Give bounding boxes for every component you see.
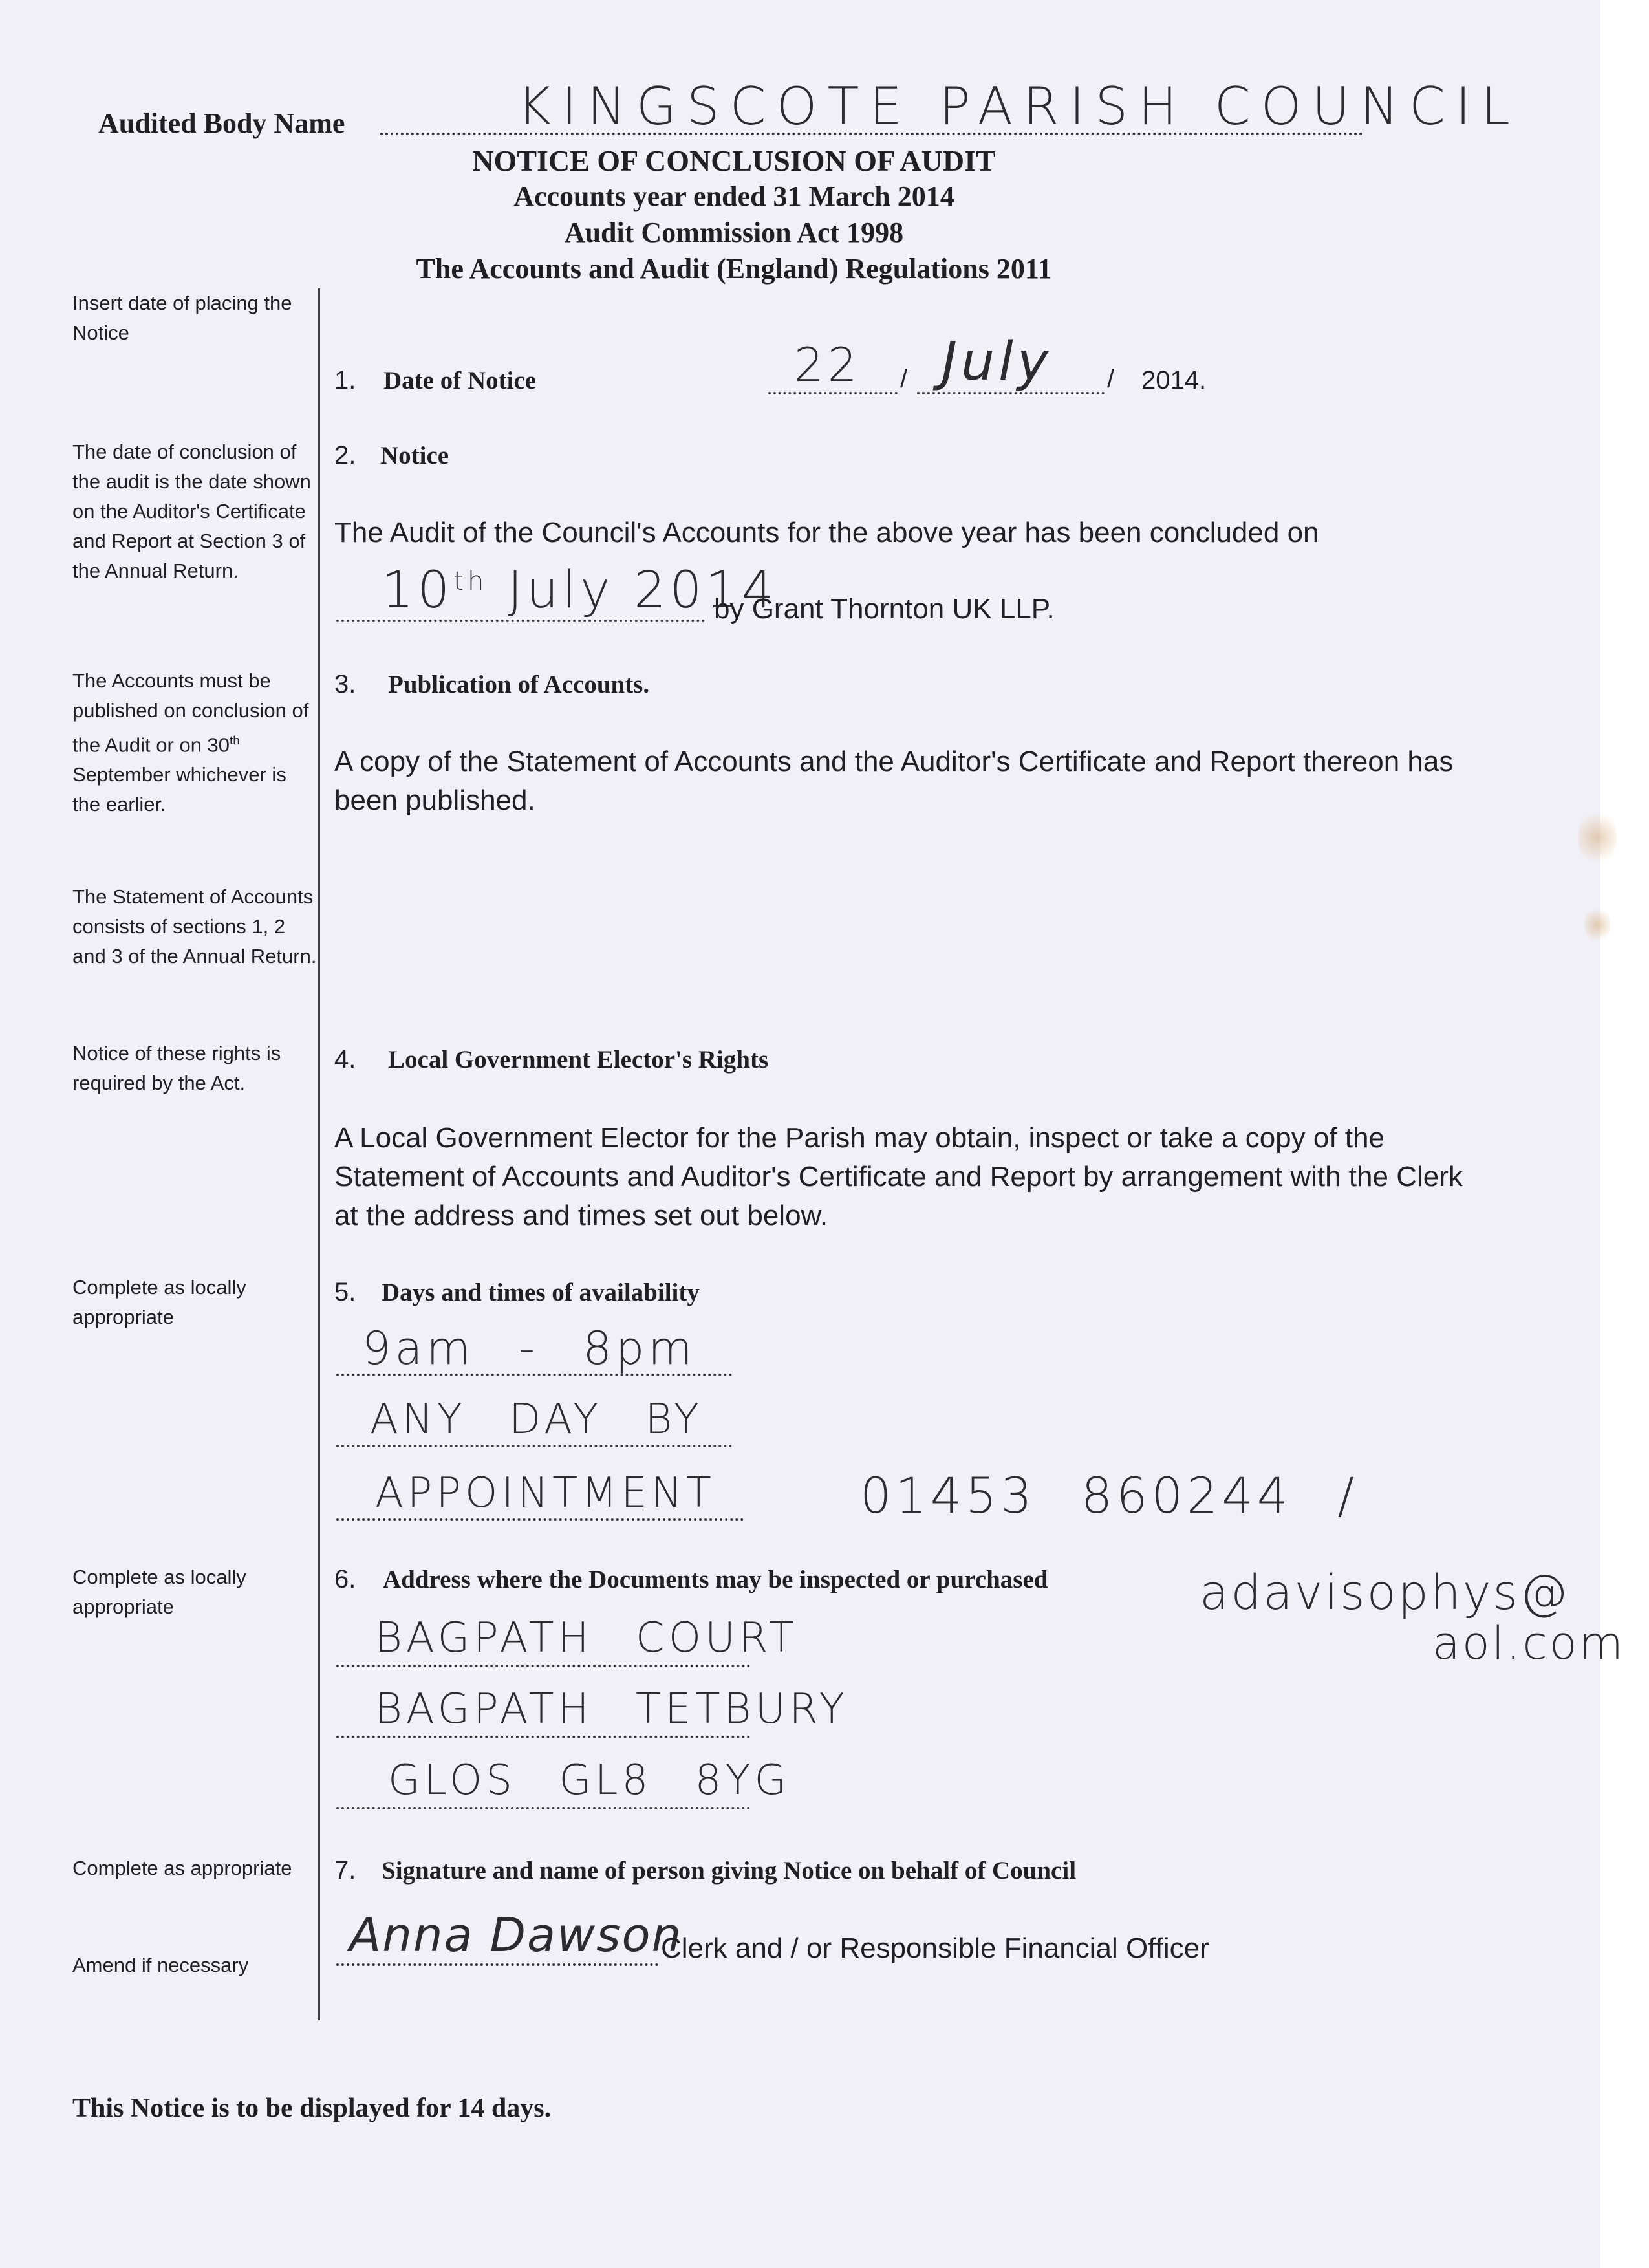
margin-note-publication — [72, 666, 318, 819]
margin-note-conclusion-date: The date of conclusion of the audit is the date shown on the Auditor's Certificate and Report at Section 3 of the Annual Return. — [72, 440, 311, 582]
conclusion-date-dotline — [336, 620, 705, 622]
margin-note-rights: Notice of these rights is required by the Act. — [72, 1042, 281, 1094]
notice-year: 2014. — [1141, 366, 1207, 394]
margin-note-availability: Complete as locally appropriate — [72, 1276, 246, 1328]
section-2-number: 2. — [334, 441, 356, 470]
paper-stain — [1578, 808, 1617, 867]
display-period-note: This Notice is to be displayed for 14 days. — [72, 2093, 552, 2123]
address-line-3-dotline — [336, 1807, 750, 1809]
notice-title: NOTICE OF CONCLUSION OF AUDIT — [472, 144, 996, 177]
margin-note-address: Complete as locally appropriate — [72, 1566, 246, 1618]
notice-month: July — [942, 331, 1053, 393]
section-3-title: Publication of Accounts. — [388, 671, 650, 698]
margin-note-date-of-placing: Insert date of placing the Notice — [72, 292, 292, 344]
act-line: Audit Commission Act 1998 — [564, 217, 904, 248]
date-separator: / — [900, 365, 908, 393]
section-1-number: 1. — [334, 366, 356, 394]
paper-stain — [1584, 905, 1610, 944]
margin-divider — [318, 288, 320, 2020]
section-4-title: Local Government Elector's Rights — [388, 1046, 769, 1074]
notice-day: 22 — [794, 338, 861, 392]
availability-line-3-dotline — [336, 1518, 744, 1521]
audited-body-name: KINGSCOTE PARISH COUNCIL — [517, 76, 1520, 136]
address-line-2: BAGPATH TETBURY — [375, 1685, 848, 1733]
section-2-title: Notice — [380, 442, 449, 470]
date-separator: / — [1107, 365, 1115, 393]
section-3-text: A copy of the Statement of Accounts and the Auditor's Certificate and Report thereon has been published. — [334, 746, 1454, 816]
notice-day-dotline — [768, 392, 898, 394]
clerk-signature: Anna Dawson — [349, 1908, 683, 1962]
availability-line-1: 9am - 8pm — [362, 1322, 696, 1375]
audited-body-label: Audited Body Name — [98, 107, 345, 139]
address-line-3: GLOS GL8 8YG — [388, 1756, 791, 1804]
section-5-title: Days and times of availability — [382, 1279, 700, 1306]
address-line-1-dotline — [336, 1665, 750, 1667]
section-4-text: A Local Government Elector for the Parish may obtain, inspect or take a copy of the Statement of Accounts and Auditor's Certificate and Report by arrangement with the Clerk at the address and times set out below. — [334, 1122, 1463, 1231]
section-1-title: Date of Notice — [383, 367, 537, 394]
section-6-title: Address where the Documents may be inspected or purchased — [383, 1566, 1048, 1593]
margin-note-signature: Complete as appropriate — [72, 1857, 292, 1879]
regulations-line: The Accounts and Audit (England) Regulations 2011 — [416, 253, 1052, 285]
section-5-number: 5. — [334, 1278, 356, 1306]
section-2-text: The Audit of the Council's Accounts for the above year has been concluded on — [334, 517, 1319, 548]
signature-dotline — [336, 1963, 658, 1966]
section-4-number: 4. — [334, 1045, 356, 1074]
contact-email-line-1: adavisophys@ — [1200, 1565, 1570, 1621]
section-3-number: 3. — [334, 670, 356, 698]
availability-line-2-dotline — [336, 1445, 732, 1447]
section-7-number: 7. — [334, 1856, 356, 1885]
section-6-number: 6. — [334, 1565, 356, 1593]
conclusion-day-suffix: th — [453, 567, 488, 596]
margin-note-amend: Amend if necessary — [72, 1954, 249, 1976]
section-7-title: Signature and name of person giving Notice on behalf of Council — [382, 1857, 1077, 1885]
margin-note-statement: The Statement of Accounts consists of sections 1, 2 and 3 of the Annual Return. — [72, 885, 317, 967]
conclusion-day: 10 — [382, 561, 454, 620]
conclusion-month-year: July 2014 — [508, 561, 778, 620]
clerk-role: Clerk and / or Responsible Financial Officer — [661, 1932, 1209, 1964]
availability-line-3: APPOINTMENT — [375, 1469, 715, 1517]
contact-email-line-2: aol.com — [1432, 1617, 1625, 1670]
accounts-year-line: Accounts year ended 31 March 2014 — [513, 180, 954, 212]
address-line-1: BAGPATH COURT — [375, 1614, 798, 1662]
scan-edge — [1600, 0, 1649, 2268]
auditor-name: by Grant Thornton UK LLP. — [714, 593, 1055, 625]
contact-phone: 01453 860244 / — [860, 1467, 1358, 1524]
margin-note-publication-sup: th — [230, 733, 240, 747]
margin-note-publication-pre: The Accounts must be published on conclusion of the Audit or on 30 — [72, 669, 309, 757]
availability-line-2: ANY DAY BY — [370, 1396, 703, 1443]
margin-note-publication-post: September whichever is the earlier. — [72, 763, 286, 816]
address-line-2-dotline — [336, 1736, 750, 1738]
